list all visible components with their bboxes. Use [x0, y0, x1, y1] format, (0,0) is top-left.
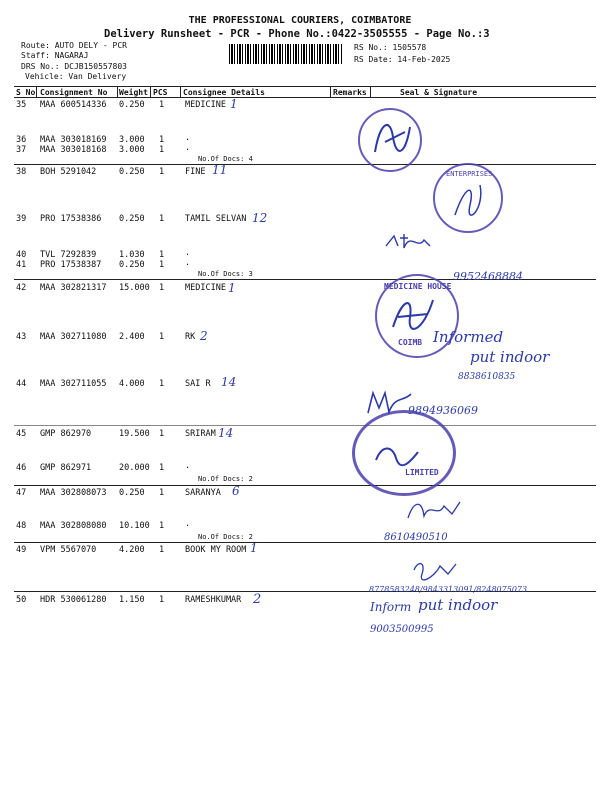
col-divider	[180, 86, 181, 97]
row-rule	[14, 425, 596, 426]
row-weight: 0.250	[119, 488, 145, 498]
row-sno: 46	[16, 463, 27, 473]
handwritten-mark: 1	[230, 97, 238, 111]
col-divider	[330, 86, 331, 97]
row-consignment: MAA 302821317	[40, 283, 107, 293]
row-sno: 36	[16, 135, 27, 145]
row-consignee: MEDICINE	[185, 100, 226, 110]
row-pcs: 1	[159, 488, 165, 498]
handwritten-phone: 9003500995	[370, 624, 434, 635]
row-weight: 20.000	[119, 463, 150, 473]
drs-number: DRS No.: DCJB150557803	[21, 62, 127, 71]
row-pcs: 1	[159, 429, 165, 439]
col-divider	[117, 86, 118, 97]
row-sno: 45	[16, 429, 27, 439]
row-consignee: .	[185, 248, 191, 258]
row-weight: 1.150	[119, 595, 145, 605]
col-header-consignment: Consignment No	[40, 88, 108, 97]
rs-number: RS No.: 1505578	[354, 43, 427, 52]
no-of-docs: No.Of Docs: 3	[198, 270, 253, 278]
row-weight: 4.000	[119, 379, 145, 389]
handwritten-phone: 8610490510	[384, 532, 448, 543]
row-sno: 39	[16, 214, 27, 224]
handwritten-mark: 11	[212, 163, 228, 177]
row-sno: 41	[16, 260, 27, 270]
row-consignee: SRIRAM	[185, 429, 216, 439]
handwritten-mark: 1	[250, 541, 258, 555]
limited-stamp-text: LIMITED	[405, 468, 439, 477]
no-of-docs: No.Of Docs: 2	[198, 533, 253, 541]
row-weight: 2.400	[119, 332, 145, 342]
medicine-house-stamp-text: MEDICINE HOUSE	[384, 282, 452, 291]
row-consignment: MAA 302711055	[40, 379, 107, 389]
row-consignment: MAA 303018169	[40, 135, 107, 145]
row-pcs: 1	[159, 100, 165, 110]
row-consignment: MAA 302808073	[40, 488, 107, 498]
row-pcs: 1	[159, 332, 165, 342]
signature-scribble	[365, 112, 425, 167]
row-weight: 1.030	[119, 250, 145, 260]
table-header-rule	[14, 97, 596, 98]
vehicle-label: Vehicle: Van Delivery	[25, 72, 127, 81]
row-consignment: MAA 302711080	[40, 332, 107, 342]
row-weight: 0.250	[119, 260, 145, 270]
row-consignee: SAI R	[185, 379, 211, 389]
row-consignment: GMP 862971	[40, 463, 92, 473]
row-consignee: RAMESHKUMAR	[185, 595, 242, 605]
row-consignee: .	[185, 133, 191, 143]
row-weight: 0.250	[119, 214, 145, 224]
row-consignment: TVL 7292839	[40, 250, 97, 260]
signature-scribble	[440, 175, 495, 225]
row-pcs: 1	[159, 595, 165, 605]
row-weight: 3.000	[119, 135, 145, 145]
row-consignee: .	[185, 519, 191, 529]
row-consignment: HDR 530061280	[40, 595, 107, 605]
handwritten-phone: 9952468884	[453, 270, 523, 283]
row-consignment: BOH 5291042	[40, 167, 97, 177]
handwritten-phone: 8778583248/9843313091/8248075073	[369, 585, 528, 594]
row-pcs: 1	[159, 545, 165, 555]
row-pcs: 1	[159, 214, 165, 224]
group-rule	[14, 485, 596, 486]
col-header-remarks: Remarks	[333, 88, 367, 97]
row-pcs: 1	[159, 260, 165, 270]
rs-date: RS Date: 14-Feb-2025	[354, 55, 451, 64]
row-consignment: GMP 862970	[40, 429, 92, 439]
signature-scribble	[384, 228, 434, 253]
signature-scribble	[372, 440, 422, 470]
row-pcs: 1	[159, 379, 165, 389]
row-sno: 42	[16, 283, 27, 293]
row-sno: 49	[16, 545, 27, 555]
row-sno: 43	[16, 332, 27, 342]
handwritten-note: put indoor	[470, 348, 550, 366]
handwritten-mark: 12	[252, 211, 268, 225]
signature-scribble	[404, 496, 464, 526]
company-name: THE PROFESSIONAL COURIERS, COIMBATORE	[188, 15, 412, 26]
handwritten-mark: 14	[221, 375, 237, 389]
row-sno: 44	[16, 379, 27, 389]
route-label: Route: AUTO DELY - PCR	[21, 41, 127, 50]
signature-scribble	[410, 558, 460, 583]
handwritten-mark: 14	[218, 426, 234, 440]
row-sno: 40	[16, 250, 27, 260]
row-pcs: 1	[159, 135, 165, 145]
group-rule	[14, 542, 596, 543]
handwritten-mark: 2	[253, 592, 262, 607]
signature-scribble	[388, 292, 438, 337]
handwritten-note: put indoor	[418, 596, 498, 614]
row-consignment: MAA 303018168	[40, 145, 107, 155]
runsheet-title: Delivery Runsheet - PCR - Phone No.:0422-3505555 - Page No.:3	[104, 28, 490, 40]
col-header-pcs: PCS	[153, 88, 168, 97]
row-consignee: BOOK MY ROOM	[185, 545, 247, 555]
handwritten-phone: 8838610835	[458, 372, 516, 382]
row-pcs: 1	[159, 283, 165, 293]
row-weight: 0.250	[119, 167, 145, 177]
row-weight: 10.100	[119, 521, 150, 531]
row-consignee: FINE	[185, 167, 206, 177]
row-weight: 3.000	[119, 145, 145, 155]
row-sno: 48	[16, 521, 27, 531]
col-header-consignee: Consignee Details	[183, 88, 265, 97]
row-consignee: SARANYA	[185, 488, 221, 498]
row-weight: 0.250	[119, 100, 145, 110]
barcode	[229, 44, 343, 64]
row-sno: 47	[16, 488, 27, 498]
row-pcs: 1	[159, 463, 165, 473]
row-weight: 19.500	[119, 429, 150, 439]
row-consignment: PRO 17538387	[40, 260, 102, 270]
row-sno: 37	[16, 145, 27, 155]
row-consignee: .	[185, 461, 191, 471]
row-weight: 4.200	[119, 545, 145, 555]
handwritten-mark: 1	[228, 281, 236, 295]
col-divider	[370, 86, 371, 97]
no-of-docs: No.Of Docs: 4	[198, 155, 253, 163]
row-sno: 38	[16, 167, 27, 177]
row-consignee: TAMIL SELVAN	[185, 214, 247, 224]
group-rule	[14, 164, 596, 165]
handwritten-phone: 9894936069	[408, 404, 478, 417]
row-pcs: 1	[159, 521, 165, 531]
row-sno: 50	[16, 595, 27, 605]
row-consignment: MAA 600514336	[40, 100, 107, 110]
row-pcs: 1	[159, 145, 165, 155]
medicine-house-stamp-city: COIMB	[398, 338, 423, 347]
row-consignee: .	[185, 143, 191, 153]
row-consignment: MAA 302808080	[40, 521, 107, 531]
row-consignee: .	[185, 258, 191, 268]
handwritten-mark: 2	[200, 329, 208, 343]
row-weight: 15.000	[119, 283, 150, 293]
no-of-docs: No.Of Docs: 2	[198, 475, 253, 483]
col-header-seal: Seal & Signature	[400, 88, 478, 97]
handwritten-note: Informed	[433, 328, 504, 346]
table-top-rule	[14, 86, 596, 87]
handwritten-mark: 6	[232, 484, 240, 498]
row-pcs: 1	[159, 167, 165, 177]
col-header-sno: S No	[16, 88, 36, 97]
col-divider	[150, 86, 151, 97]
row-pcs: 1	[159, 250, 165, 260]
row-consignment: PRO 17538386	[40, 214, 102, 224]
col-divider	[36, 86, 37, 97]
row-consignee: MEDICINE	[185, 283, 226, 293]
staff-label: Staff: NAGARAJ	[21, 51, 89, 60]
row-consignee: RK	[185, 332, 196, 342]
enterprises-stamp-text: ENTERPRISES	[446, 170, 493, 178]
handwritten-note: Inform	[370, 600, 412, 614]
col-header-weight: Weight	[119, 88, 148, 97]
row-consignment: VPM 5567070	[40, 545, 97, 555]
row-sno: 35	[16, 100, 27, 110]
